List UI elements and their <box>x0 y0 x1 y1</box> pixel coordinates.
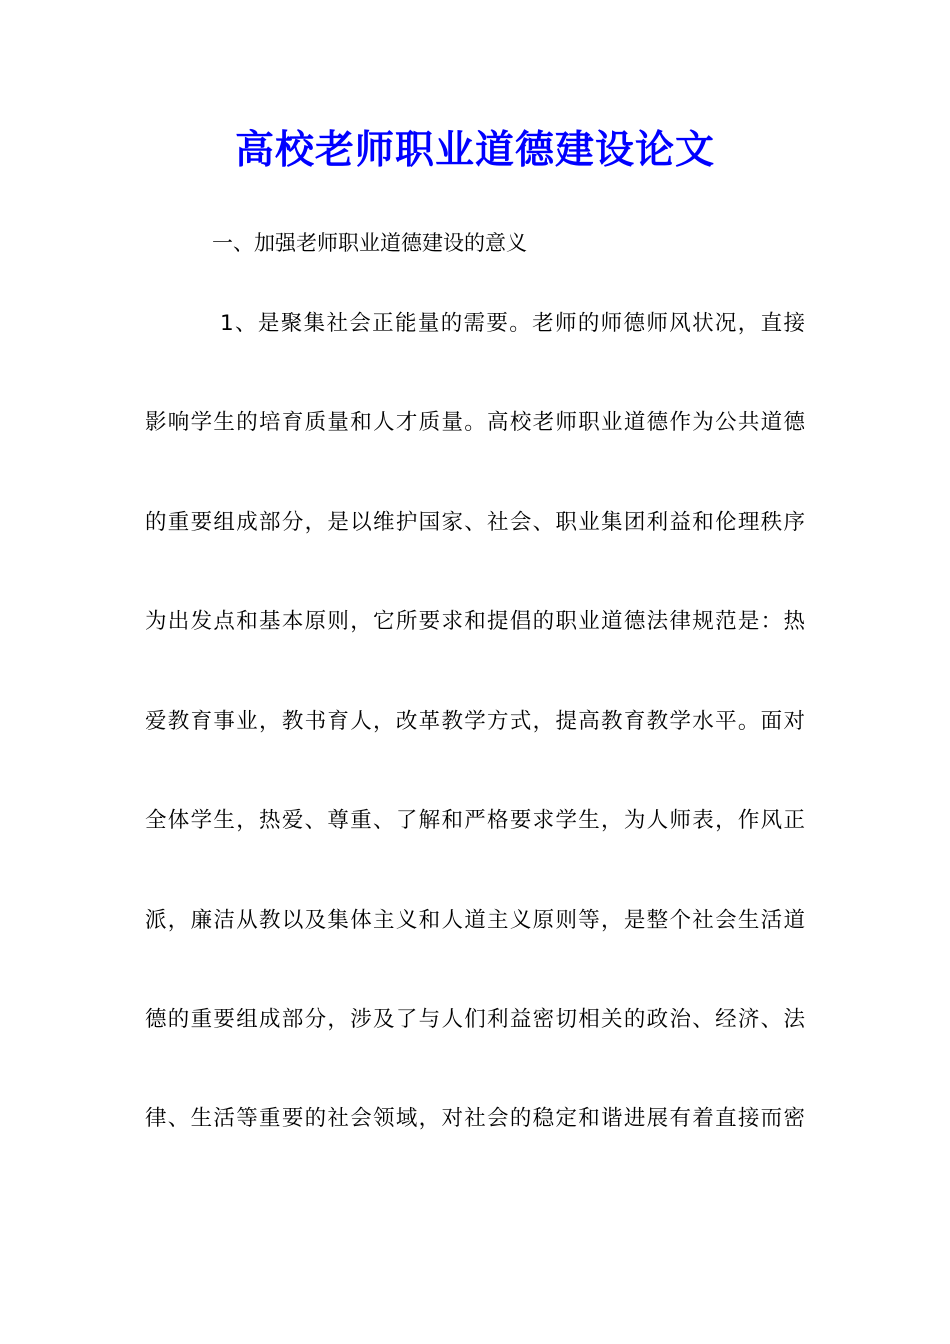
section-heading: 一、加强老师职业道德建设的意义 <box>212 231 527 255</box>
paragraph-line-2: 影响学生的培育质量和人才质量。高校老师职业道德作为公共道德 <box>145 410 805 435</box>
paragraph-line-1: 1、是聚集社会正能量的需要。老师的师德师风状况，直接 <box>220 311 805 336</box>
document-title: 高校老师职业道德建设论文 <box>234 127 715 173</box>
paragraph-line-8: 德的重要组成部分，涉及了与人们利益密切相关的政治、经济、法 <box>145 1007 805 1032</box>
paragraph-line-7: 派，廉洁从教以及集体主义和人道主义原则等，是整个社会生活道 <box>145 908 805 933</box>
paragraph-line-3: 的重要组成部分，是以维护国家、社会、职业集团利益和伦理秩序 <box>145 510 805 535</box>
paragraph-line-4: 为出发点和基本原则，它所要求和提倡的职业道德法律规范是：热 <box>145 609 805 634</box>
paragraph-line-5: 爱教育事业，教书育人，改革教学方式，提高教育教学水平。面对 <box>145 709 805 734</box>
paragraph-line-6: 全体学生，热爱、尊重、了解和严格要求学生，为人师表，作风正 <box>145 808 805 833</box>
paragraph-line-9: 律、生活等重要的社会领域，对社会的稳定和谐进展有着直接而密 <box>145 1106 805 1131</box>
